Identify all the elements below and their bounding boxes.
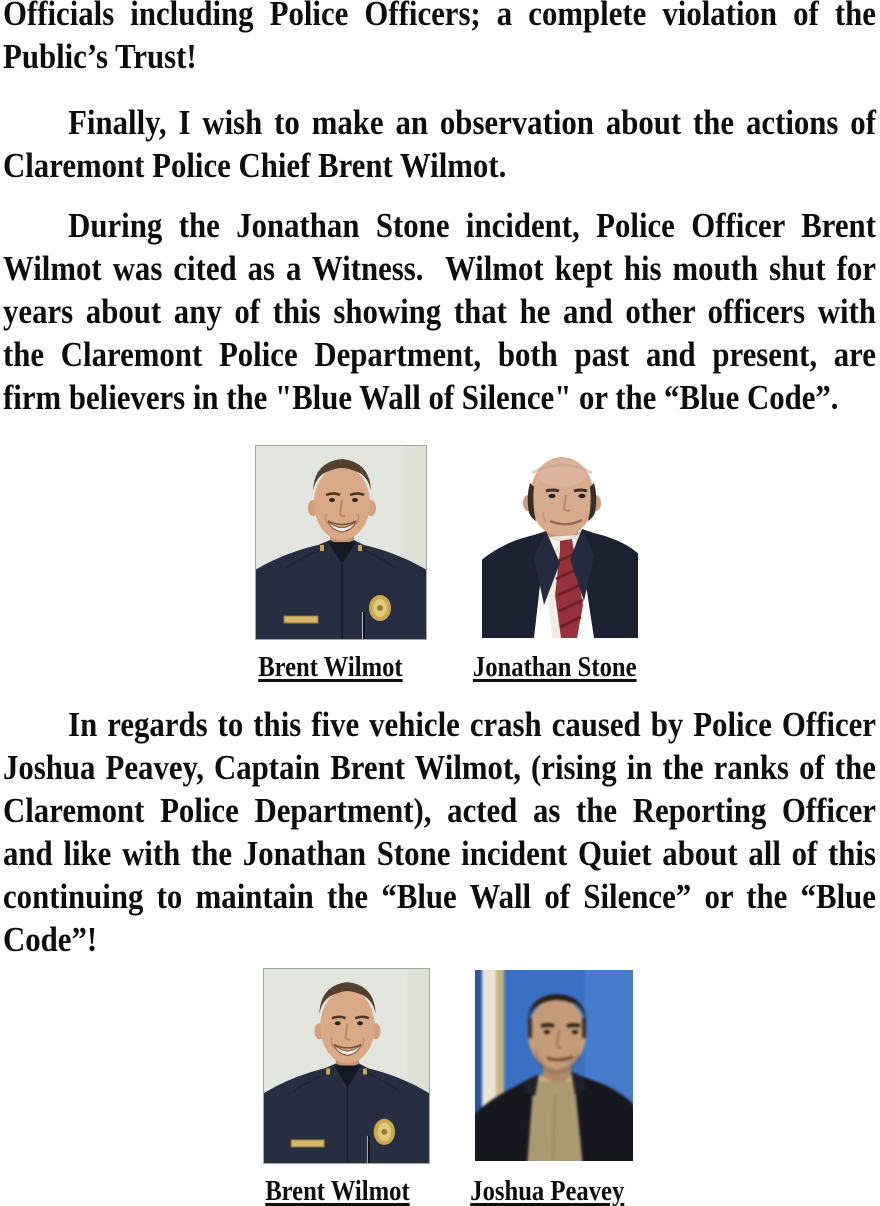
photo-caption-brent-wilmot-bottom: Brent Wilmot [265, 1176, 410, 1206]
paragraph-1 [3, 0, 876, 78]
caption-row-top [3, 651, 876, 691]
photo-brent-wilmot-top [255, 445, 427, 640]
photo-caption-joshua-peavey: Joshua Peavey [470, 1176, 625, 1206]
blurry-photo-content [475, 970, 633, 1161]
text-line: continuing to maintain the “Blue Wall of Silence” or the “Blue [3, 877, 876, 916]
paragraph-4 [3, 703, 876, 961]
text-line: Claremont Police Chief Brent Wilmot. [3, 146, 507, 185]
tie-knot [560, 539, 574, 551]
photo-caption-brent-wilmot-top: Brent Wilmot [258, 652, 403, 683]
text-line: Officials including Police Officers; a complete violation of the [3, 0, 876, 33]
text-line: In regards to this five vehicle crash caused by Police Officer [68, 705, 876, 744]
text-line: and like with the Jonathan Stone incident Quiet about all of this [3, 834, 876, 873]
text-line: Public’s Trust! [3, 37, 197, 76]
photo-caption-jonathan-stone: Jonathan Stone [472, 652, 637, 683]
photo-jonathan-stone [482, 445, 638, 638]
brent-wilmot-portrait-illustration [256, 446, 426, 639]
paragraph-2 [3, 101, 876, 187]
name-plate [284, 616, 318, 623]
text-line: Wilmot was cited as a Witness. Wilmot kept his mouth shut for [3, 249, 876, 288]
photo-brent-wilmot-bottom [263, 968, 430, 1164]
brent-wilmot-portrait-illustration [264, 969, 429, 1163]
joshua-peavey-portrait-illustration [475, 970, 633, 1161]
text-line: Claremont Police Department), acted as the Reporting Officer [3, 791, 876, 830]
text-line: Code”! [3, 920, 98, 959]
caption-row-bottom [3, 1175, 876, 1206]
text-line: Finally, I wish to make an observation about the actions of [68, 103, 876, 142]
paragraph-3 [3, 204, 876, 419]
jonathan-stone-portrait-illustration [482, 445, 638, 638]
photo-joshua-peavey [475, 970, 633, 1161]
text-line: the Claremont Police Department, both past and present, are [3, 335, 876, 374]
text-line: During the Jonathan Stone incident, Police Officer Brent [68, 206, 876, 245]
text-line: years about any of this showing that he and other officers with [3, 292, 876, 331]
text-line: firm believers in the "Blue Wall of Silence" or the “Blue Code”. [3, 378, 839, 417]
text-line: Joshua Peavey, Captain Brent Wilmot, (rising in the ranks of the [3, 748, 876, 787]
